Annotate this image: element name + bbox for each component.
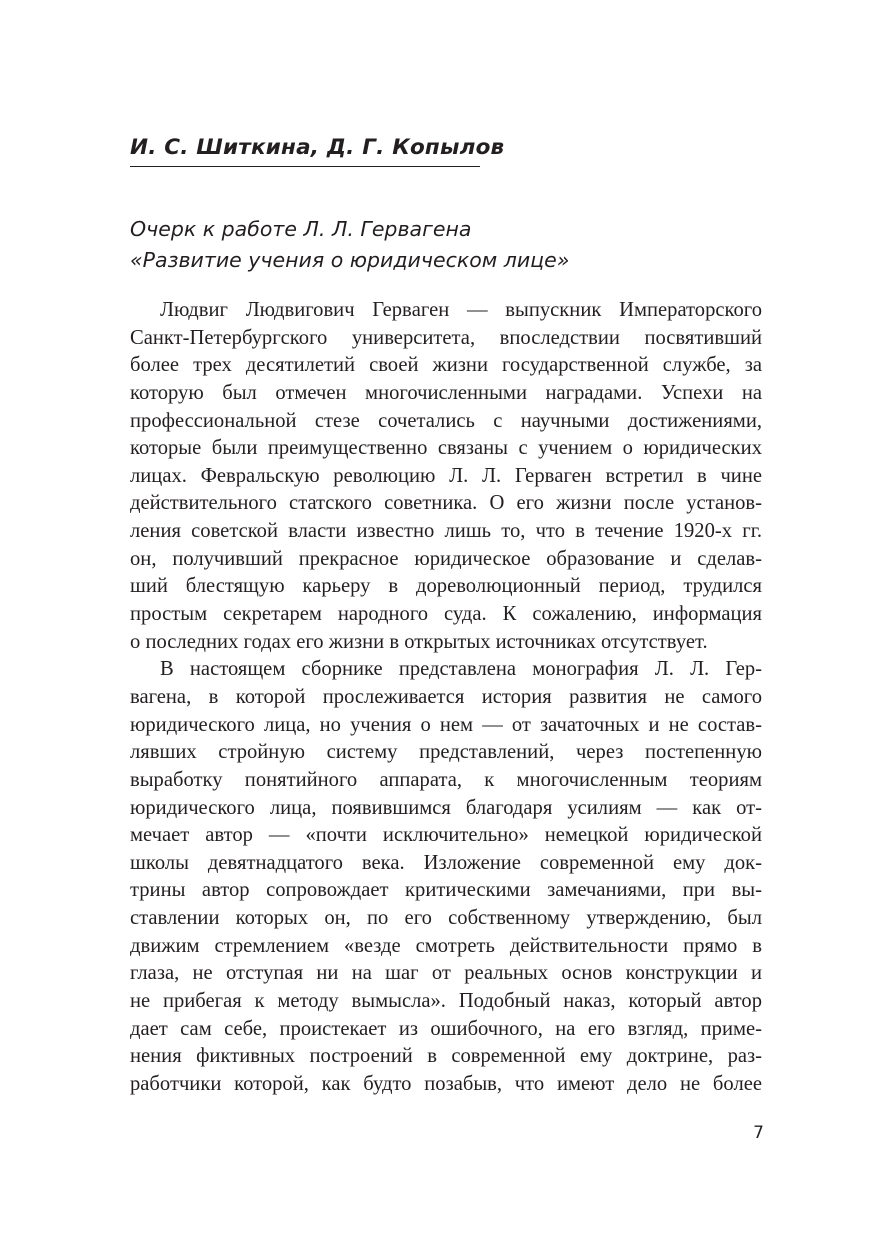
text-line: простым секретарем народного суда. К сожалению, информация (130, 603, 762, 626)
page-number: 7 (753, 1123, 764, 1143)
text-line: нения фиктивных построений в современной ему доктрине, раз- (130, 1045, 762, 1068)
text-line: ления советской власти известно лишь то, что в течение 1920-х гг. (130, 520, 762, 543)
article-title-line-1: Очерк к работе Л. Л. Гервагена (130, 217, 472, 241)
text-line: более трех десятилетий своей жизни государственной службе, за (130, 354, 762, 377)
text-line: он, получивший прекрасное юридическое образование и сделав- (130, 547, 762, 570)
text-line: ставлении которых он, по его собственному утверждению, был (130, 907, 762, 930)
authors-heading: И. С. Шиткина, Д. Г. Копылов (130, 135, 505, 160)
text-line: лицах. Февральскую революцию Л. Л. Гервaген встретил в чине (130, 464, 762, 487)
text-line: В настоящем сборнике представлена монография Л. Л. Гер- (160, 658, 762, 681)
text-line: не прибегая к методу вымысла». Подобный наказ, который автор (130, 990, 762, 1013)
text-line: вагена, в которой прослеживается история развития не самого (130, 685, 762, 708)
text-line: ший блестящую карьеру в дореволюционный период, трудился (130, 575, 762, 598)
text-line: юридического лица, но учения о нем — от зачаточных и не состав- (130, 713, 762, 736)
authors-underline (130, 166, 480, 167)
text-line: работчики которой, как будто позабыв, что имеют дело не более (130, 1072, 762, 1095)
text-line: профессиональной стезе сочетались с научными достижениями, (130, 409, 762, 432)
article-title (130, 214, 569, 276)
text-line: юридического лица, появившимся благодаря усилиям — как от- (130, 796, 762, 819)
text-line: дает сам себе, проистекает из ошибочного, на его взгляд, приме- (130, 1017, 762, 1040)
text-line: действительного статского советника. О его жизни после установ- (130, 492, 762, 515)
text-line: глаза, не отступая ни на шаг от реальных основ конструкции и (130, 962, 762, 985)
text-line: выработку понятийного аппарата, к многочисленным теориям (130, 768, 762, 791)
text-line: трины автор сопровождает критическими замечаниями, при вы- (130, 879, 762, 902)
text-line: мечает автор — «почти исключительно» немецкой юридической (130, 824, 762, 847)
article-body (130, 297, 762, 1099)
text-line: Людвиг Людвигович Гервaген — выпускник Императорского (160, 299, 762, 321)
text-line: которую был отмечен многочисленными наградами. Успехи на (130, 381, 762, 404)
text-line: которые были преимущественно связаны с учением о юридических (130, 437, 762, 460)
text-line: Санкт-Петербургского университета, впоследствии посвятивший (130, 326, 762, 349)
text-line: лявших стройную систему представлений, через постепенную (130, 741, 762, 764)
text-line: о последних годах его жизни в открытых источниках отсутствует. (130, 630, 708, 653)
article-title-line-2: «Развитие учения о юридическом лице» (130, 248, 570, 272)
text-line: школы девятнадцатого века. Изложение современной ему док- (130, 851, 762, 874)
text-line: движим стремлением «везде смотреть действительности прямо в (130, 934, 762, 957)
